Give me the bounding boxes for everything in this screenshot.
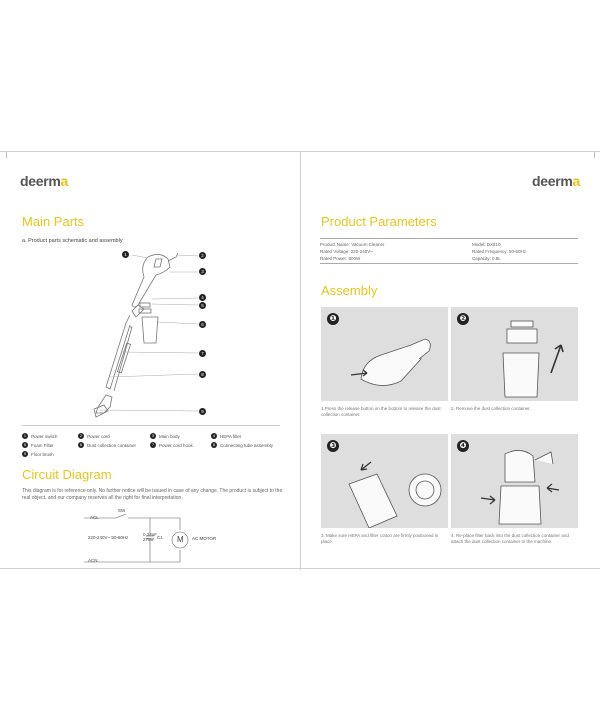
vacuum-body-illustration: [341, 325, 441, 395]
legend-item: 6 Dust collection container: [79, 442, 137, 448]
filter-illustration: [341, 444, 446, 528]
step-number: ❸: [327, 440, 339, 452]
callout-2: 2: [199, 252, 206, 259]
assembly-step-2-caption: 2. Remove the dust collection container.: [451, 406, 531, 411]
brand-logo: deerma: [531, 173, 580, 189]
parts-subtitle: a. Product parts schematic and assembly: [22, 238, 123, 244]
assembly-step-1-caption: 1.Press the release button on the bottom to release the dust collection container.: [321, 406, 441, 417]
assembly-step-4-caption: 4. Re-place filter back into the dust collection container and attach the dust collection container to the machine.: [451, 533, 569, 544]
legend-item: 2 Power cord: [79, 433, 110, 439]
param-model: Model: DX810: [472, 242, 501, 247]
page-gutter: [300, 152, 301, 570]
circuit-label-cap: 0.33uF 275V: [143, 532, 158, 542]
legend-item: 5 Foam Filter: [23, 442, 54, 448]
param-rated-power: Rated Power: 600W: [320, 256, 361, 261]
callout-9: 9: [199, 408, 206, 415]
callout-7: 7: [199, 350, 206, 357]
legend-item: 7 Power cord hook: [151, 442, 193, 448]
circuit-note: This diagram is for reference only. No further notice will be issued in case of any change. The product is subject to the real object, and our company reserves all the right for final interpretation.: [22, 488, 283, 501]
callout-6: 6: [199, 321, 206, 328]
callout-3: 3: [199, 268, 206, 275]
callout-leaders: [0, 152, 300, 452]
dust-container-illustration: [473, 315, 573, 401]
circuit-label-c1: C1: [157, 535, 163, 540]
step-number: ❶: [327, 313, 339, 325]
param-product-name: Product Name: Vacuum Cleaner: [320, 242, 385, 247]
reattach-illustration: [475, 442, 575, 528]
step-number: ❷: [457, 313, 469, 325]
motor-symbol: M: [177, 535, 184, 544]
callout-4: 4: [199, 294, 206, 301]
circuit-label-acl: ACL: [90, 515, 99, 520]
circuit-label-sw: SW: [118, 508, 126, 513]
param-rated-voltage: Rated Voltage: 220-240V~: [320, 249, 373, 254]
assembly-step-1-image: [321, 307, 448, 401]
legend-item: 3 Main body: [151, 433, 180, 439]
legend-item: 9 Floor brush: [23, 451, 54, 457]
circuit-label-motor: AC MOTOR: [192, 536, 217, 541]
circuit-label-acn: ACN: [88, 558, 98, 563]
param-rated-frequency: Rated Frequency: 50-60Hz: [472, 249, 527, 254]
manual-spread: [0, 151, 600, 569]
legend-item: 1 Power switch: [23, 433, 58, 439]
product-parameters-heading: Product Parameters: [321, 214, 437, 229]
section-divider: [22, 425, 280, 426]
main-parts-heading: Main Parts: [22, 214, 85, 229]
parameters-table: [320, 238, 578, 264]
legend-item: 4 HEPA filter: [212, 433, 242, 439]
assembly-step-3-caption: 3. Make sure HEPA and filter cotton are firmly positioned in place.: [321, 533, 439, 544]
assembly-step-3-image: [321, 434, 448, 528]
callout-5: 5: [199, 302, 206, 309]
assembly-heading: Assembly: [321, 283, 378, 298]
assembly-step-2-image: [451, 307, 578, 401]
circuit-label-voltage: 220-240V~ 50-60Hz: [88, 535, 129, 540]
callout-1: 1: [122, 251, 129, 258]
legend-item: 8 Connecting tube assembly: [212, 442, 274, 448]
circuit-heading: Circuit Diagram: [22, 467, 112, 482]
crop-mark: [594, 152, 595, 158]
param-capacity: Capacity: 0.8L: [472, 256, 501, 261]
callout-8: 8: [199, 371, 206, 378]
brand-logo: deerma: [20, 173, 69, 189]
assembly-step-4-image: [451, 434, 578, 528]
step-number: ❹: [457, 440, 469, 452]
